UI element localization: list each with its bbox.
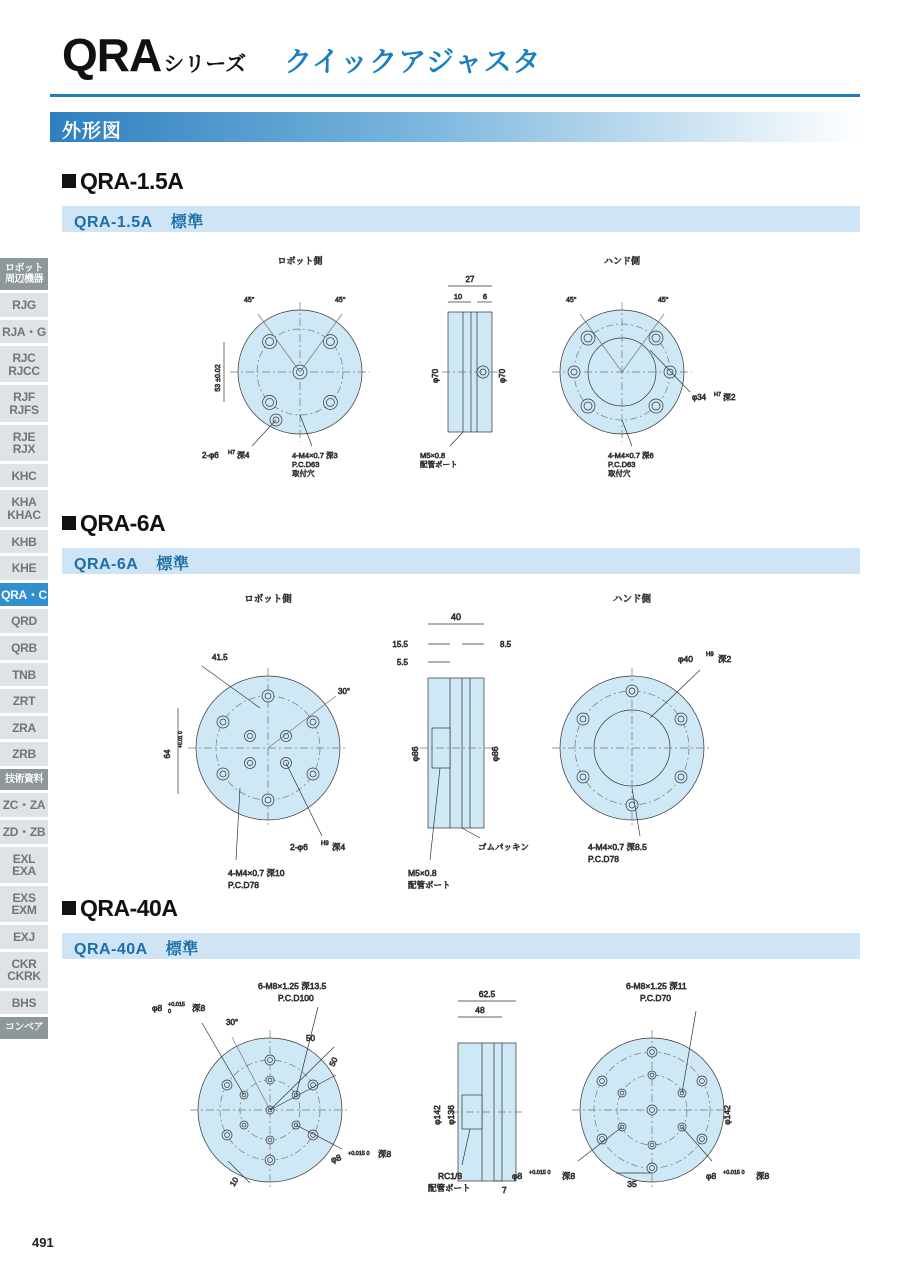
rail-label-1: ZRT [12, 694, 36, 709]
rail-tnb[interactable] [0, 663, 48, 687]
sub-banner-text [74, 209, 204, 232]
rail-label-1: ZC・ZA [2, 798, 46, 813]
page-title [62, 28, 542, 82]
title-subtitle: クイックアジャスタ [284, 46, 542, 77]
label-62-5: 62.5 [478, 989, 496, 999]
rail-label-2: KHAC [7, 507, 41, 522]
rail-label-1: TNB [12, 667, 36, 682]
sub-banner-qra-6a [62, 548, 860, 574]
rail-rjc-rjcc[interactable] [0, 346, 48, 382]
rail-label-2: RJFS [9, 402, 39, 417]
rail-label-1: ロボット [5, 263, 43, 274]
note-port: 配管ポート [428, 1183, 471, 1193]
label-dia136: φ136 [446, 1105, 456, 1125]
note-mount-left: 取付穴 [292, 469, 315, 478]
note-2phi6-depth: 深4 [237, 451, 250, 460]
rail-label-1: RJG [12, 298, 36, 312]
label-dia86-left: φ86 [410, 746, 420, 762]
rail-kha-khac[interactable] [0, 490, 48, 526]
label-41-5: 41.5 [212, 653, 228, 662]
model-title-text: QRA-1.5A [80, 168, 184, 194]
rail-label-1: RJC [12, 351, 36, 366]
rail-label-1: ZD・ZB [2, 824, 46, 839]
label-10: 10 [453, 292, 463, 301]
label-8-5: 8.5 [500, 640, 512, 649]
sub-banner-text [74, 936, 199, 959]
note-packing: ゴムパッキン [478, 842, 529, 852]
title-series: シリーズ [163, 53, 247, 76]
rail-label-1: EXJ [13, 929, 35, 944]
rail-zd-zb[interactable] [0, 820, 48, 844]
note-phi8-mid-depth: 深8 [378, 1149, 392, 1159]
label-27: 27 [465, 275, 475, 284]
note-phi40-tol: H9 [706, 652, 714, 658]
note-phi8-right-depth: 深8 [756, 1171, 770, 1181]
section-banner [50, 112, 860, 142]
note-pcd63-right: P.C.D63 [608, 460, 636, 469]
rail-label-1: RJF [13, 390, 35, 405]
sub-banner-qra-1-5a [62, 206, 860, 232]
model-title-text: QRA-40A [80, 895, 178, 921]
rail-label-1: RJA・G [2, 324, 46, 339]
label-5-5: 5.5 [396, 658, 408, 667]
note-phi8-bottom-tol: +0.015 0 [529, 1170, 551, 1176]
rail-label-1: QRB [11, 640, 37, 655]
note-2phi6: 2-φ6 [202, 451, 219, 460]
rail-rjf-rjfs[interactable] [0, 385, 48, 421]
note-pcd78-left: P.C.D78 [228, 880, 260, 890]
bullet-square-icon [62, 901, 76, 915]
rail-qra-c[interactable] [0, 583, 48, 607]
sub-banner-model: QRA-1.5A [74, 214, 153, 231]
rail-zc-za[interactable] [0, 793, 48, 817]
note-port: 配管ポート [408, 880, 451, 890]
note-phi34: φ34 [692, 393, 707, 402]
model-title-qra-40a [62, 895, 177, 922]
note-pcd70: P.C.D70 [640, 993, 672, 1003]
label-45c: 45° [566, 297, 577, 304]
note-2phi6-depth: 深4 [332, 842, 346, 852]
page-header [0, 0, 900, 100]
label-6: 6 [482, 292, 488, 301]
note-rc18: RC1/8 [438, 1171, 463, 1181]
note-pcd63-left: P.C.D63 [292, 460, 320, 469]
label-hand-side: ハンド側 [603, 256, 641, 266]
note-m5: M5×0.8 [420, 451, 446, 460]
note-phi8-top-tol: +0.015 [168, 1002, 185, 1008]
bullet-square-icon [62, 516, 76, 530]
note-phi34-depth: 深2 [723, 393, 736, 402]
rail-robot-peripheral[interactable] [0, 258, 48, 290]
rail-zra[interactable] [0, 716, 48, 740]
label-48: 48 [475, 1005, 485, 1015]
label-dia142-right: φ142 [722, 1105, 732, 1125]
note-phi8-right: φ8 [706, 1171, 717, 1181]
rail-rja-g[interactable] [0, 320, 48, 344]
rail-label-2: EXA [12, 864, 36, 879]
rail-khb[interactable] [0, 530, 48, 554]
label-dia70-left: φ70 [431, 368, 440, 384]
rail-ckr-ckrk[interactable] [0, 952, 48, 988]
rail-label-1: KHB [11, 534, 37, 549]
label-40: 40 [450, 612, 462, 622]
note-phi8-bottom-depth: 深8 [562, 1171, 576, 1181]
label-50b: 50 [327, 1055, 340, 1068]
label-robot-side: ロボット側 [277, 256, 323, 266]
label-dia142-left: φ142 [432, 1105, 442, 1125]
note-m5: M5×0.8 [408, 868, 437, 878]
note-phi8-right-tol: +0.015 0 [723, 1170, 745, 1176]
rail-label-1: KHE [11, 561, 37, 576]
rail-label-2: RJX [12, 442, 36, 457]
sub-banner-standard: 標準 [156, 556, 190, 573]
rail-rje-rjx[interactable] [0, 425, 48, 461]
label-15-5: 15.5 [392, 640, 408, 649]
label-53: 53 ±0.02 [215, 364, 222, 392]
label-50a: 50 [306, 1034, 315, 1043]
figure-qra-1-5a [180, 250, 800, 490]
note-phi8-mid: φ8 [329, 1152, 343, 1165]
rail-label-2: EXM [11, 903, 37, 918]
note-4m4-right: 4-M4×0.7 深8.5 [588, 842, 647, 852]
rail-label-1: 技術資料 [5, 773, 43, 785]
rail-label-2: RJCC [8, 363, 40, 378]
rail-exs-exm[interactable] [0, 886, 48, 922]
rail-exl-exa[interactable] [0, 847, 48, 883]
rail-qrb[interactable] [0, 636, 48, 660]
rail-label-1: コンベア [5, 1022, 43, 1034]
rail-label-1: ZRB [12, 747, 36, 762]
label-robot-side: ロボット側 [244, 594, 292, 605]
rail-label-1: CKR [11, 956, 37, 971]
rail-label-1: BHS [11, 995, 37, 1010]
note-2phi6-tol: H7 [228, 450, 236, 456]
label-30deg: 30° [226, 1018, 239, 1027]
sub-banner-standard: 標準 [165, 941, 199, 958]
sub-banner-standard: 標準 [170, 214, 204, 231]
rail-label-2: CKRK [7, 969, 41, 984]
label-10: 10 [228, 1175, 241, 1189]
note-phi40: φ40 [678, 654, 693, 664]
side-index-rail [0, 258, 50, 1042]
rail-khe[interactable] [0, 556, 48, 580]
sub-banner-model: QRA-6A [74, 556, 139, 573]
rail-qrd[interactable] [0, 609, 48, 633]
page-number: 491 [32, 1235, 54, 1250]
note-phi8-top-depth: 深8 [192, 1003, 206, 1013]
model-title-text: QRA-6A [80, 510, 166, 536]
note-phi8-mid-tol: +0.015 0 [348, 1151, 370, 1157]
rail-label-1: EXL [12, 851, 36, 866]
rail-label-2: 周辺機器 [5, 273, 43, 285]
model-title-qra-6a [62, 510, 165, 537]
note-port: 配管ポート [420, 460, 458, 469]
sub-banner-model: QRA-40A [74, 941, 148, 958]
model-title-qra-1-5a [62, 168, 183, 195]
rail-exj[interactable] [0, 925, 48, 949]
sub-banner-qra-40a [62, 933, 860, 959]
rail-zrt[interactable] [0, 689, 48, 713]
rail-label-1: EXS [12, 890, 36, 905]
note-6m8-left: 6-M8×1.25 深13.5 [258, 981, 327, 991]
bullet-square-icon [62, 174, 76, 188]
rail-label-1: QRD [11, 614, 37, 629]
rail-technical-data[interactable] [0, 769, 48, 791]
note-pcd100: P.C.D100 [278, 993, 314, 1003]
note-phi40-depth: 深2 [718, 654, 732, 664]
figure-qra-6a [140, 588, 840, 908]
header-divider [50, 94, 860, 97]
rail-bhs[interactable] [0, 991, 48, 1015]
note-6m8-right: 6-M8×1.25 深11 [626, 981, 687, 991]
note-4m4-right: 4-M4×0.7 深6 [608, 451, 654, 460]
section-banner-label: 外形図 [62, 121, 123, 142]
note-mount-right: 取付穴 [608, 469, 631, 478]
rail-label-1: RJE [12, 429, 36, 444]
note-4m4-left: 4-M4×0.7 深3 [292, 451, 338, 460]
note-phi34-tol: H7 [714, 392, 722, 398]
rail-khc[interactable] [0, 464, 48, 488]
label-hand-side: ハンド側 [612, 594, 652, 605]
label-7: 7 [502, 1185, 507, 1195]
label-64: 64 [163, 749, 172, 759]
label-dia70-right: φ70 [498, 368, 507, 384]
note-phi8-top-tol2: 0 [168, 1009, 172, 1015]
label-35: 35 [627, 1179, 637, 1189]
note-2phi6-tol: H9 [321, 841, 329, 847]
label-45b: 45° [335, 297, 346, 304]
sub-banner-text [74, 551, 189, 574]
note-pcd78-right: P.C.D78 [588, 854, 620, 864]
title-main: QRA [62, 29, 162, 81]
note-2phi6: 2-φ6 [290, 842, 308, 852]
label-45d: 45° [658, 297, 669, 304]
note-4m4-left: 4-M4×0.7 深10 [228, 868, 285, 878]
rail-rjg[interactable] [0, 293, 48, 317]
rail-conveyor[interactable] [0, 1017, 48, 1039]
rail-label-1: QRA・C [1, 587, 47, 602]
label-dia86-right: φ86 [490, 746, 500, 762]
rail-label-1: KHA [11, 495, 37, 510]
label-64-tol: +0.01 0 [178, 731, 184, 748]
rail-zrb[interactable] [0, 742, 48, 766]
note-phi8-top: φ8 [152, 1003, 163, 1013]
label-45a: 45° [244, 297, 255, 304]
rail-label-1: ZRA [12, 720, 36, 735]
figure-qra-40a [110, 965, 870, 1210]
label-30deg: 30° [338, 687, 351, 696]
note-phi8-bottom: φ8 [512, 1171, 523, 1181]
rail-label-1: KHC [11, 468, 37, 483]
